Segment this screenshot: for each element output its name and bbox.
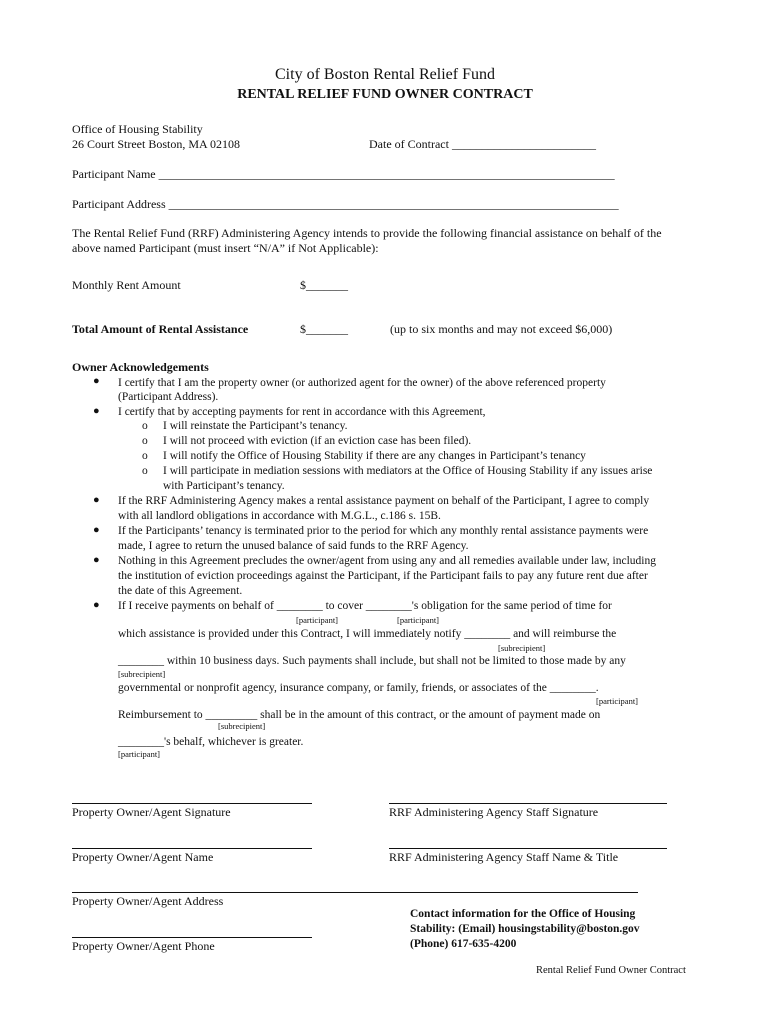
agency-name-line[interactable] xyxy=(389,848,667,849)
owner-phone-label: Property Owner/Agent Phone xyxy=(72,939,215,953)
bullet-icon: ● xyxy=(93,599,100,611)
ack-5-line-1: Nothing in this Agreement precludes the owner/agent from using any and all remedies available under law, including xyxy=(118,555,657,567)
ack-4-line-2: made, I agree to return the unused balance of said funds to the RRF Agency. xyxy=(118,540,469,552)
acknowledgements-heading: Owner Acknowledgements xyxy=(72,360,209,374)
ack-2-sub-1: I will reinstate the Participant’s tenancy. xyxy=(163,420,348,432)
participant-name-field[interactable]: Participant Name ____________________________________________________________________________ xyxy=(72,167,615,181)
owner-name-label: Property Owner/Agent Name xyxy=(72,850,214,864)
agency-signature-line[interactable] xyxy=(389,803,667,804)
ack-2-sub-3: I will notify the Office of Housing Stability if there are any changes in Participant’s tenancy xyxy=(163,450,586,462)
owner-address-label: Property Owner/Agent Address xyxy=(72,894,224,908)
total-assistance-label: Total Amount of Rental Assistance xyxy=(72,322,249,336)
ack-2-sub-4-line-2: with Participant’s tenancy. xyxy=(163,480,285,492)
sub-bullet-icon: o xyxy=(142,450,148,462)
bullet-icon: ● xyxy=(93,524,100,536)
sub-bullet-icon: o xyxy=(142,420,148,432)
office-name: Office of Housing Stability xyxy=(72,122,203,136)
ack-3-line-1: If the RRF Administering Agency makes a rental assistance payment on behalf of the Participant, I agree to comply xyxy=(118,495,650,507)
ack-6-line-1: If I receive payments on behalf of ________ to cover ________'s obligation for the same period of time for xyxy=(118,600,612,612)
ack-6-line-6: ________'s behalf, whichever is greater. xyxy=(118,736,304,748)
tag-subrecipient: [subrecipient] xyxy=(218,721,266,731)
intro-line-2: above named Participant (must insert “N/A” if Not Applicable): xyxy=(72,241,379,255)
ack-6-line-3: ________ within 10 business days. Such payments shall include, but shall not be limited to those made by any xyxy=(118,655,626,667)
ack-6-line-5: Reimbursement to _________ shall be in the amount of this contract, or the amount of payment made on xyxy=(118,709,601,721)
monthly-rent-label: Monthly Rent Amount xyxy=(72,278,181,292)
tag-subrecipient: [subrecipient] xyxy=(498,643,546,653)
owner-phone-line[interactable] xyxy=(72,937,312,938)
ack-3-line-2: with all landlord obligations in accordance with M.G.L., c.186 s. 15B. xyxy=(118,510,441,522)
owner-name-line[interactable] xyxy=(72,848,312,849)
document-title: City of Boston Rental Relief Fund xyxy=(275,66,495,83)
total-assistance-field[interactable]: $_______ xyxy=(300,322,348,336)
tag-participant: [participant] xyxy=(118,749,161,759)
bullet-icon: ● xyxy=(93,494,100,506)
bullet-icon: ● xyxy=(93,405,100,417)
bullet-icon: ● xyxy=(93,554,100,566)
ack-6-line-2: which assistance is provided under this Contract, I will immediately notify ________ and will reimburse the xyxy=(118,628,617,640)
ack-1-line-2: (Participant Address). xyxy=(118,391,219,403)
ack-2-sub-2: I will not proceed with eviction (if an eviction case has been filed). xyxy=(163,435,472,447)
owner-signature-line[interactable] xyxy=(72,803,312,804)
contact-line-1: Contact information for the Office of Housing xyxy=(410,908,636,920)
bullet-icon: ● xyxy=(93,375,100,387)
total-assistance-note: (up to six months and may not exceed $6,000) xyxy=(390,322,613,336)
contact-line-2: Stability: (Email) housingstability@boston.gov xyxy=(410,923,640,935)
owner-address-line[interactable] xyxy=(72,892,638,893)
ack-5-line-3: the date of this Agreement. xyxy=(118,585,243,597)
document-subtitle: RENTAL RELIEF FUND OWNER CONTRACT xyxy=(237,87,533,102)
ack-1-line-1: I certify that I am the property owner (or authorized agent for the owner) of the above referenced property xyxy=(118,377,606,389)
contact-line-3: (Phone) 617-635-4200 xyxy=(410,938,517,950)
participant-address-field[interactable]: Participant Address ___________________________________________________________________________ xyxy=(72,197,619,211)
agency-name-label: RRF Administering Agency Staff Name & Title xyxy=(389,850,619,864)
tag-participant: [participant] xyxy=(596,696,639,706)
ack-4-line-1: If the Participants’ tenancy is terminated prior to the period for which any monthly rental assistance payments were xyxy=(118,525,649,537)
ack-6-line-4: governmental or nonprofit agency, insurance company, or family, friends, or associates of the ________. xyxy=(118,682,599,694)
ack-5-line-2: the institution of eviction proceedings against the Participant, if the Participant fails to pay any future rent due after xyxy=(118,570,648,582)
page-footer: Rental Relief Fund Owner Contract xyxy=(536,965,686,976)
sub-bullet-icon: o xyxy=(142,435,148,447)
intro-line-1: The Rental Relief Fund (RRF) Administering Agency intends to provide the following financial assistance on behalf of the xyxy=(72,226,662,240)
tag-participant: [participant] xyxy=(397,615,440,625)
tag-subrecipient: [subrecipient] xyxy=(118,669,166,679)
date-of-contract-field[interactable]: Date of Contract ________________________ xyxy=(369,137,596,151)
agency-signature-label: RRF Administering Agency Staff Signature xyxy=(389,805,599,819)
tag-participant: [participant] xyxy=(296,615,339,625)
ack-2: I certify that by accepting payments for rent in accordance with this Agreement, xyxy=(118,406,486,418)
monthly-rent-field[interactable]: $_______ xyxy=(300,278,348,292)
sub-bullet-icon: o xyxy=(142,465,148,477)
owner-signature-label: Property Owner/Agent Signature xyxy=(72,805,231,819)
ack-2-sub-4-line-1: I will participate in mediation sessions with mediators at the Office of Housing Stability if any issues arise xyxy=(163,465,653,477)
office-address: 26 Court Street Boston, MA 02108 xyxy=(72,137,241,151)
